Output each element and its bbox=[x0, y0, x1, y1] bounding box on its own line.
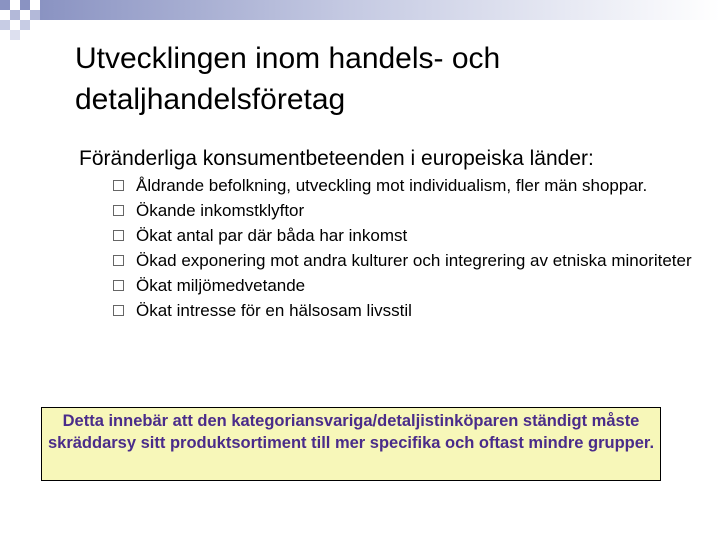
bullet-text: Ökande inkomstklyftor bbox=[136, 201, 305, 220]
bullet-text: Ökad exponering mot andra kulturer och integrering av etniska minoriteter bbox=[136, 251, 692, 270]
bullet-list bbox=[113, 176, 713, 326]
bullet-text: Ökat miljömedvetande bbox=[136, 276, 306, 295]
bullet-text: Ökat intresse för en hälsosam livsstil bbox=[136, 301, 412, 320]
square-bullet-icon bbox=[113, 280, 124, 291]
slide-subtitle: Föränderliga konsumentbeteenden i europeiska länder: bbox=[79, 147, 594, 170]
callout-box: Detta innebär att den kategoriansvariga/detaljistinköparen ständigt måste skräddarsy sitt produktsortiment till mer specifika och oftast mindre grupper. bbox=[41, 407, 661, 481]
slide-title: Utvecklingen inom handels- och detaljhandelsföretag bbox=[75, 42, 501, 116]
bullet-text: Åldrande befolkning, utveckling mot individualism, fler män shoppar. bbox=[136, 176, 648, 195]
square-bullet-icon bbox=[113, 305, 124, 316]
bullet-item bbox=[113, 251, 713, 271]
square-bullet-icon bbox=[113, 205, 124, 216]
square-bullet-icon bbox=[113, 255, 124, 266]
bullet-item bbox=[113, 301, 713, 321]
square-bullet-icon bbox=[113, 180, 124, 191]
bullet-item bbox=[113, 176, 713, 196]
bullet-item bbox=[113, 226, 713, 246]
bullet-item bbox=[113, 276, 713, 296]
square-bullet-icon bbox=[113, 230, 124, 241]
decorative-top-bar bbox=[40, 0, 720, 20]
bullet-item bbox=[113, 201, 713, 221]
bullet-text: Ökat antal par där båda har inkomst bbox=[136, 226, 408, 245]
